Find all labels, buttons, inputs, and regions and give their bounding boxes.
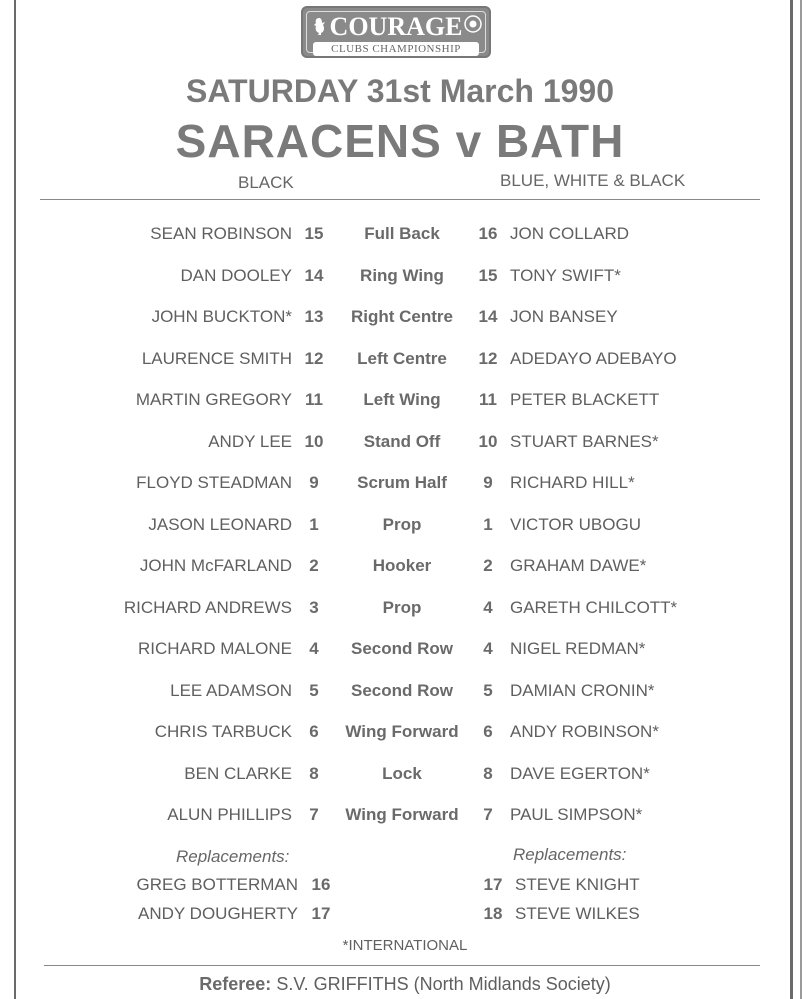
home-player-name: ALUN PHILLIPS [167, 805, 292, 824]
home-replacement-name: GREG BOTTERMAN [136, 875, 298, 894]
away-shirt-number: 16 [478, 224, 498, 243]
home-replacement-number: 17 [311, 904, 331, 923]
lineup-row [0, 761, 800, 787]
away-player-name: JON COLLARD [510, 224, 630, 243]
position-label: Prop [382, 597, 422, 617]
referee-label: Referee: [199, 974, 272, 994]
competition-name: CLUBS CHAMPIONSHIP [313, 42, 479, 56]
away-replacements-heading: Replacements: [513, 845, 627, 864]
header-divider [40, 199, 760, 200]
home-shirt-number: 2 [309, 556, 319, 575]
position-label: Scrum Half [357, 473, 447, 492]
away-shirt-number: 10 [478, 431, 498, 451]
match-date: SATURDAY 31st March 1990 [185, 73, 615, 109]
home-shirt-number: 1 [309, 514, 319, 534]
lineup-row [0, 429, 800, 455]
lineup-row [0, 387, 800, 413]
home-player-name: LEE ADAMSON [170, 680, 292, 700]
courage-logo [301, 6, 491, 58]
away-player-name: NIGEL REDMAN* [510, 639, 646, 658]
away-replacement-name: STEVE WILKES [515, 904, 640, 923]
position-label: Left Wing [363, 390, 441, 409]
home-player-name: LAURENCE SMITH [141, 348, 292, 368]
position-label: Wing Forward [345, 722, 459, 741]
lineup-row [0, 512, 800, 538]
away-shirt-number: 4 [483, 639, 493, 658]
lineup-row [0, 470, 800, 496]
lineup-row [0, 263, 800, 289]
lineup-row [0, 802, 800, 828]
away-shirt-number: 15 [478, 265, 498, 285]
home-player-name: CHRIS TARBUCK [154, 722, 292, 741]
lineup-row [0, 636, 800, 662]
away-player-name: ADEDAYO ADEBAYO [510, 348, 677, 368]
away-shirt-number: 2 [483, 556, 493, 575]
lineup-row [0, 719, 800, 745]
home-shirt-number: 12 [304, 348, 324, 368]
home-player-name: SEAN ROBINSON [150, 224, 292, 243]
referee-line [0, 973, 810, 995]
home-player-name: JASON LEONARD [148, 514, 292, 534]
away-shirt-number: 1 [483, 514, 493, 534]
away-shirt-number: 11 [479, 390, 497, 409]
away-player-name: PAUL SIMPSON* [510, 805, 643, 824]
away-shirt-number: 9 [483, 473, 493, 492]
rose-badge-icon [463, 14, 483, 34]
away-replacement-name: STEVE KNIGHT [515, 875, 640, 894]
lineup-row [0, 595, 800, 621]
position-label: Left Centre [357, 348, 447, 368]
home-colours: BLACK [238, 173, 294, 192]
away-shirt-number: 8 [483, 763, 493, 783]
home-player-name: MARTIN GREGORY [135, 390, 292, 409]
away-replacement-number: 18 [483, 904, 503, 923]
position-label: Right Centre [351, 307, 453, 326]
home-shirt-number: 4 [309, 639, 319, 658]
away-player-name: DAVE EGERTON* [510, 763, 650, 783]
away-shirt-number: 5 [483, 680, 493, 700]
home-shirt-number: 15 [304, 224, 324, 243]
away-player-name: STUART BARNES* [510, 431, 659, 451]
home-shirt-number: 14 [304, 265, 324, 285]
home-shirt-number: 3 [309, 597, 319, 617]
international-footnote: *INTERNATIONAL [342, 937, 468, 954]
page-border-edge [800, 0, 802, 999]
away-player-name: JON BANSEY [510, 307, 618, 326]
away-player-name: GRAHAM DAWE* [510, 556, 647, 575]
home-shirt-number: 13 [304, 307, 324, 326]
away-shirt-number: 4 [483, 597, 493, 617]
home-shirt-number: 10 [304, 431, 324, 451]
home-player-name: ANDY LEE [208, 431, 292, 451]
home-shirt-number: 11 [305, 390, 323, 409]
away-player-name: GARETH CHILCOTT* [510, 597, 678, 617]
away-shirt-number: 14 [478, 307, 498, 326]
home-player-name: DAN DOOLEY [180, 265, 292, 285]
away-shirt-number: 12 [478, 348, 498, 368]
away-player-name: ANDY ROBINSON* [510, 722, 659, 741]
home-replacement-number: 16 [311, 875, 331, 894]
lineup-row [0, 304, 800, 330]
sponsor-name: COURAGE [329, 12, 463, 41]
away-player-name: PETER BLACKETT [510, 390, 660, 409]
replacement-row [0, 903, 800, 925]
footer-divider [44, 965, 760, 966]
position-label: Prop [382, 514, 422, 534]
replacement-row [0, 874, 800, 896]
away-shirt-number: 6 [483, 722, 493, 741]
home-replacements-heading: Replacements: [176, 847, 290, 866]
position-label: Lock [382, 763, 422, 783]
away-colours: BLUE, WHITE & BLACK [500, 171, 686, 190]
home-player-name: BEN CLARKE [184, 763, 292, 783]
position-label: Stand Off [363, 431, 441, 451]
home-shirt-number: 8 [309, 763, 319, 783]
away-player-name: TONY SWIFT* [510, 265, 621, 285]
home-player-name: FLOYD STEADMAN [136, 473, 292, 492]
away-player-name: DAMIAN CRONIN* [510, 680, 655, 700]
home-replacement-name: ANDY DOUGHERTY [138, 904, 298, 923]
away-replacement-number: 17 [483, 875, 503, 894]
away-player-name: RICHARD HILL* [510, 473, 635, 492]
home-player-name: RICHARD MALONE [138, 639, 292, 658]
referee-name: S.V. GRIFFITHS (North Midlands Society) [276, 974, 611, 994]
lineup-row [0, 678, 800, 704]
away-player-name: VICTOR UBOGU [510, 514, 641, 534]
away-shirt-number: 7 [483, 805, 493, 824]
lineup-row [0, 346, 800, 372]
home-shirt-number: 5 [309, 680, 319, 700]
home-player-name: JOHN BUCKTON* [151, 307, 292, 326]
home-shirt-number: 9 [309, 473, 319, 492]
lineup-row [0, 221, 800, 247]
position-label: Second Row [350, 680, 453, 700]
lineup-row [0, 553, 800, 579]
position-label: Wing Forward [345, 805, 459, 824]
position-label: Ring Wing [360, 265, 444, 285]
position-label: Second Row [350, 639, 453, 658]
home-player-name: JOHN McFARLAND [139, 556, 292, 575]
home-player-name: RICHARD ANDREWS [123, 597, 292, 617]
position-label: Hooker [372, 556, 432, 575]
fixture-title: SARACENS v BATH [175, 115, 625, 167]
home-shirt-number: 7 [309, 805, 319, 824]
home-shirt-number: 6 [309, 722, 319, 741]
position-label: Full Back [364, 224, 440, 243]
